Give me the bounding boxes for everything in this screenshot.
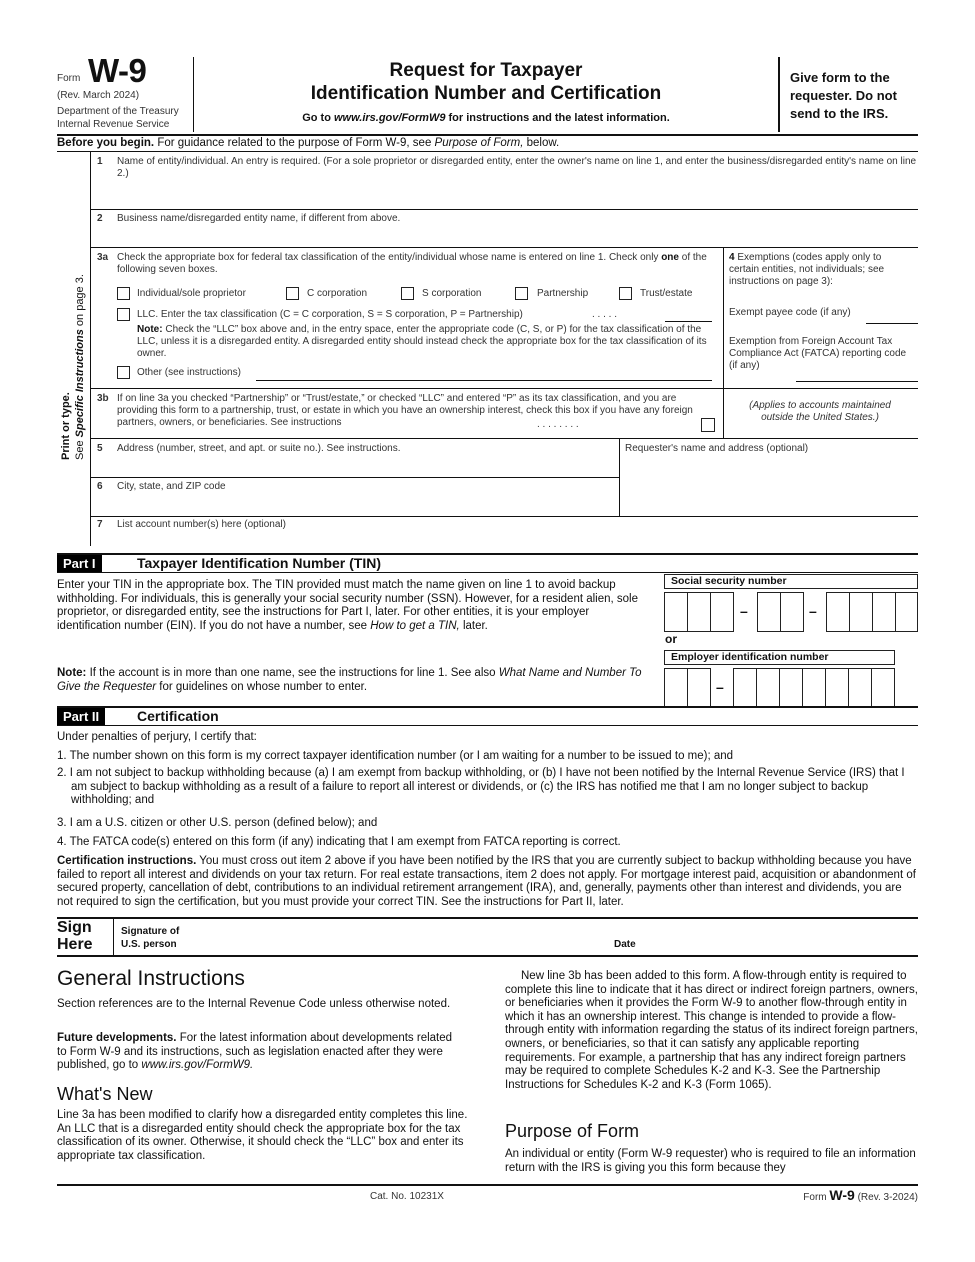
certification-instructions <box>57 855 918 909</box>
llc-note <box>137 324 712 360</box>
future-developments-url[interactable]: www.irs.gov/FormW9. <box>141 1059 254 1072</box>
signature-label-line2: U.S. person <box>121 939 177 950</box>
label-other: Other (see instructions) <box>137 367 241 378</box>
before-italic: Purpose of Form, <box>434 137 524 149</box>
sidebar-text: See <box>74 440 86 460</box>
before-bold: Before you begin. <box>57 137 155 149</box>
line-3b-dots: . . . . . . . . <box>537 419 579 430</box>
ein-digit[interactable] <box>802 668 826 708</box>
sign-label: Sign <box>57 919 92 936</box>
ssn-label: Social security number <box>671 575 787 587</box>
llc-note-text: Check the “LLC” box above and, in the entry space, enter the appropriate code (C, S, or P) for the tax classification of the LLC, unless it is a disregarded entity. A disregarded entity should instead check the appropriate box for the tax classification of its owner. <box>137 324 707 359</box>
here-label: Here <box>57 936 93 953</box>
part-1-note-bold: Note: <box>57 667 87 679</box>
line-3a-pre: Check the appropriate box for federal tax classification of the entity/individual whose name is entered on line 1. Check only <box>117 252 659 263</box>
part-1-title: Taxpayer Identification Number (TIN) <box>137 555 381 571</box>
part-1-note-tail: for guidelines on whose number to enter. <box>159 680 368 693</box>
label-trust-estate: Trust/estate <box>640 288 693 299</box>
before-you-begin <box>57 137 559 149</box>
line-3a-label <box>117 252 717 276</box>
other-entry[interactable] <box>256 380 712 381</box>
checkbox-foreign-partners[interactable] <box>701 418 715 432</box>
label-individual: Individual/sole proprietor <box>137 288 246 299</box>
label-partnership: Partnership <box>537 288 589 299</box>
ssn-digit[interactable] <box>687 592 711 632</box>
ssn-dash: – <box>740 603 748 619</box>
llc-note-bold: Note: <box>137 324 163 335</box>
certification-item-2-text: 2. I am not subject to backup withholding because (a) I am exempt from backup withholding, or (b) I have not been notified by the Internal Revenue Service (IRS) that I am subject to backup withholding as a result of a failure to report all interest or dividends, or (c) the IRS has notified me that I am no longer subject to backup withholding; and <box>57 767 905 807</box>
ssn-dash: – <box>809 603 817 619</box>
part-1-italic: How to get a TIN, <box>370 619 460 632</box>
checkbox-s-corporation[interactable] <box>401 287 414 300</box>
line-3a-post: of the following seven boxes. <box>117 252 707 275</box>
fatca-label: Exemption from Foreign Account Tax Compliance Act (FATCA) reporting code (if any) <box>729 336 907 371</box>
ssn-digit[interactable] <box>664 592 688 632</box>
certification-item <box>57 767 918 808</box>
dept-line1: Department of the Treasury <box>57 106 179 117</box>
part-1-note <box>57 667 642 694</box>
line-1-number: 1 <box>97 156 103 167</box>
ssn-digit[interactable] <box>895 592 918 632</box>
label-c-corporation: C corporation <box>307 288 368 299</box>
before-text: For guidance related to the purpose of Form W-9, see <box>157 137 432 149</box>
before-tail: below. <box>526 137 560 149</box>
line-3a-number: 3a <box>97 252 109 263</box>
give-form-notice: Give form to the requester. Do not send to the IRS. <box>790 70 897 121</box>
part-1-text: Enter your TIN in the appropriate box. The TIN provided must match the name given on line 1 to avoid backup withholding. For individuals, this is generally your social security number (SSN). However, for a resident alien, sole proprietor, or disregarded entity, see the instructions for Part I, later. For other entities, it is your employer identification number (EIN). If you do not have a number, see <box>57 579 639 632</box>
certification-item: 4. The FATCA code(s) entered on this form (if any) indicating that I am exempt from FATCA reporting is correct. <box>57 836 621 848</box>
ein-digit[interactable] <box>664 668 688 708</box>
line-4-number: 4 <box>729 252 735 263</box>
cert-instructions-text: You must cross out item 2 above if you have been notified by the IRS that you are currently subject to backup withholding because you have failed to report all interest and dividends on your tax return. For real estate transactions, item 2 does not apply. For mortgage interest paid, acquisition or abandonment of secured property, cancellation of debt, contributions to an individual retirement arrangement (IRA), and, generally, payments other than interest and dividends, you are not required to sign the certification, but you must provide your correct TIN. See the instructions for Part II, later. <box>57 855 916 908</box>
requester-name-address[interactable]: Requester's name and address (optional) <box>625 443 809 454</box>
line-3b-label: If on line 3a you checked “Partnership” or “Trust/estate,” or checked “LLC” and entered “P” as its tax classification, and you are providing this form to a partnership, trust, or estate in which you have an ownership interest, check this box if you have any foreign partners, owners, or beneficiaries. See instructions <box>117 393 693 428</box>
line-4-exemptions <box>729 252 909 288</box>
certification-item: 3. I am a U.S. citizen or other U.S. person (defined below); and <box>57 817 378 829</box>
general-instructions-heading: General Instructions <box>57 967 245 990</box>
line-5-number: 5 <box>97 443 103 454</box>
purpose-of-form-heading: Purpose of Form <box>505 1121 640 1141</box>
part-1-note-italic: What Name and Number To Give the Requester <box>57 667 642 693</box>
ssn-digit[interactable] <box>757 592 781 632</box>
ein-label: Employer identification number <box>671 651 829 663</box>
line-6-label[interactable]: City, state, and ZIP code <box>117 481 226 492</box>
signature-label-line1: Signature of <box>121 926 180 937</box>
or-label: or <box>665 632 677 646</box>
checkbox-trust-estate[interactable] <box>619 287 632 300</box>
part-1-instructions <box>57 579 642 633</box>
part-2-title: Certification <box>137 708 219 724</box>
part-1-label: Part I <box>57 555 102 572</box>
fatca-field[interactable] <box>796 381 918 382</box>
goto-instructions <box>194 112 778 124</box>
date-field[interactable] <box>645 925 915 953</box>
ein-label-box <box>664 650 895 665</box>
form-label: Form <box>57 73 81 84</box>
form-number: W-9 <box>88 52 147 89</box>
part-1-tail: later. <box>462 619 488 632</box>
sidebar-italic: Specific Instructions <box>74 329 86 438</box>
date-label: Date <box>614 939 636 950</box>
line-6-number: 6 <box>97 481 103 492</box>
goto-url[interactable]: www.irs.gov/FormW9 <box>334 112 446 124</box>
footer-w9: W-9 <box>829 1187 855 1203</box>
ssn-digit[interactable] <box>872 592 896 632</box>
ssn-digit[interactable] <box>710 592 734 632</box>
form-title-line2: Identification Number and Certification <box>310 83 662 104</box>
part-1-note-text: If the account is in more than one name, see the instructions for line 1. See also <box>89 667 496 679</box>
ein-dash: – <box>716 679 724 695</box>
label-s-corporation: S corporation <box>422 288 482 299</box>
ssn-digit[interactable] <box>849 592 873 632</box>
ein-digit[interactable] <box>779 668 803 708</box>
checkbox-partnership[interactable] <box>515 287 528 300</box>
exempt-payee-label: Exempt payee code (if any) <box>729 307 851 318</box>
purpose-of-form-text: An individual or entity (Form W-9 requester) who is required to file an information return with the IRS is giving you this form because they <box>505 1148 916 1174</box>
line-3a-bold: one <box>661 252 679 263</box>
future-developments-text: For the latest information about developments related to Form W-9 and its instructions, such as legislation enacted after they were published, go to <box>57 1032 453 1072</box>
whats-new-heading: What's New <box>57 1084 153 1104</box>
line-7-label[interactable]: List account number(s) here (optional) <box>117 519 286 530</box>
checkbox-c-corporation[interactable] <box>286 287 299 300</box>
ein-digit[interactable] <box>871 668 895 708</box>
footer-rev: (Rev. 3-2024) <box>857 1192 918 1203</box>
checkbox-individual[interactable] <box>117 287 130 300</box>
ein-digit[interactable] <box>756 668 780 708</box>
future-developments <box>57 1032 462 1073</box>
ein-digit[interactable] <box>687 668 711 708</box>
form-title-line1: Request for Taxpayer <box>389 60 583 81</box>
line-3b-number: 3b <box>97 393 109 404</box>
goto-pre: Go to <box>302 112 331 124</box>
line-7-number: 7 <box>97 519 103 530</box>
line-4-label: Exemptions (codes apply only to certain entities, not individuals; see instructions on page 3): <box>729 252 885 287</box>
llc-leader-dots: . . . . . <box>592 309 618 320</box>
label-llc: LLC. Enter the tax classification (C = C corporation, S = S corporation, P = Partnership) <box>137 309 523 320</box>
future-developments-bold: Future developments. <box>57 1032 177 1044</box>
ssn-digit[interactable] <box>826 592 850 632</box>
footer-form-label: Form <box>803 1192 827 1203</box>
part-2-label: Part II <box>57 708 105 725</box>
sidebar-bold: Print or type. <box>60 392 72 460</box>
ssn-digit[interactable] <box>780 592 804 632</box>
certification-item: 1. The number shown on this form is my correct taxpayer identification number (or I am waiting for a number to be issued to me); and <box>57 750 734 762</box>
ein-digit[interactable] <box>825 668 849 708</box>
line-3b-new-text: New line 3b has been added to this form. A flow-through entity is required to complete this line to indicate that it has direct or indirect foreign partners, owners, or beneficiaries when it provides the Form W-9 to another flow-through entity in which it has an ownership interest. This change is intended to provide a flow-through entity with information regarding the status of its indirect foreign partners, owners, or beneficiaries, so that it can satisfy any applicable reporting requirements. For example, a partnership that has any indirect foreign partners may be required to complete Schedules K-2 and K-3. See the Partnership Instructions for Schedules K-2 and K-3 (Form 1065). <box>505 970 918 1091</box>
certification-intro: Under penalties of perjury, I certify that: <box>57 731 257 743</box>
applies-note: (Applies to accounts maintained outside the United States.) <box>749 400 891 423</box>
exempt-payee-field[interactable] <box>866 323 918 324</box>
checkbox-other[interactable] <box>117 366 130 379</box>
revision-date: (Rev. March 2024) <box>57 90 140 101</box>
cert-instructions-bold: Certification instructions. <box>57 855 197 867</box>
sidebar-tail: on page 3. <box>74 274 86 327</box>
line-2-number: 2 <box>97 213 103 224</box>
line-2-label: Business name/disregarded entity name, if different from above. <box>117 213 401 224</box>
ein-digit[interactable] <box>848 668 872 708</box>
footer-form-id <box>803 1187 918 1203</box>
section-references-text: Section references are to the Internal Revenue Code unless otherwise noted. <box>57 998 451 1010</box>
ssn-label-box <box>664 574 918 589</box>
catalog-number: Cat. No. 10231X <box>370 1191 444 1202</box>
line-1-label: Name of entity/individual. An entry is required. (For a sole proprietor or disregarded entity, enter the owner's name on line 1, and enter the business/disregarded entity's name on line 2.) <box>117 156 917 179</box>
ein-digit[interactable] <box>733 668 757 708</box>
line-5-label[interactable]: Address (number, street, and apt. or suite no.). See instructions. <box>117 443 401 454</box>
checkbox-llc[interactable] <box>117 308 130 321</box>
llc-classification-entry[interactable] <box>665 321 712 322</box>
dept-line2: Internal Revenue Service <box>57 119 170 130</box>
signature-field[interactable] <box>190 925 610 953</box>
sidebar-print-or-type <box>60 274 86 461</box>
whats-new-text: Line 3a has been modified to clarify how a disregarded entity completes this line. An LLC that is a disregarded entity should check the appropriate box for the tax classification of its owner. Otherwise, it should check the “LLC” box and enter its appropriate tax classification. <box>57 1109 468 1162</box>
goto-post: for instructions and the latest information. <box>448 112 670 124</box>
